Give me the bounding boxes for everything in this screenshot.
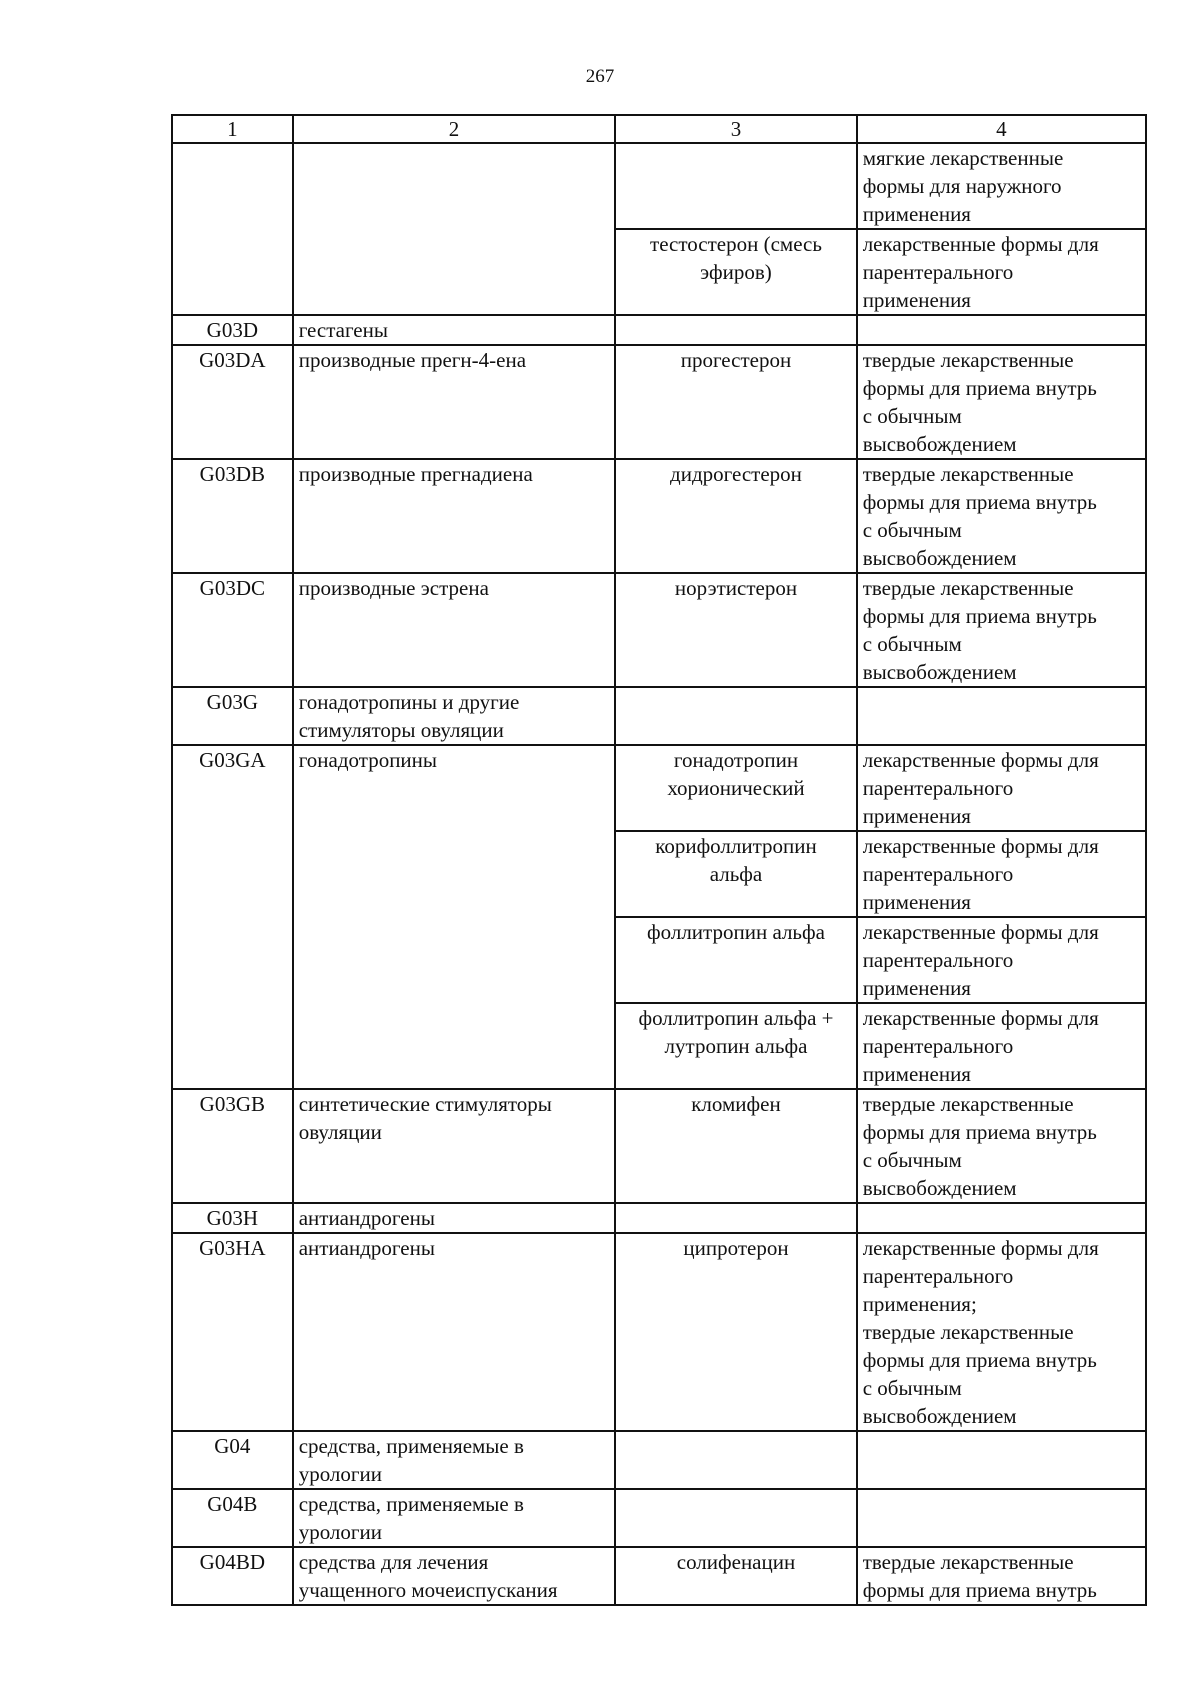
drug-cell: прогестерон — [615, 345, 856, 459]
code-cell: G03DA — [172, 345, 293, 459]
table-row — [172, 1547, 1146, 1605]
table-row — [172, 687, 1146, 745]
form-cell — [857, 1203, 1146, 1233]
form-cell — [857, 1431, 1146, 1489]
table-row — [172, 1089, 1146, 1203]
table-row — [172, 1431, 1146, 1489]
code-cell: G03G — [172, 687, 293, 745]
code-cell: G03H — [172, 1203, 293, 1233]
drug-cell — [615, 687, 856, 745]
header-col-2: 2 — [293, 115, 616, 143]
form-cell — [857, 687, 1146, 745]
form-cell: лекарственные формы для парентерального применения; твердые лекарственные формы для приема внутрь с обычным высвобождением — [857, 1233, 1146, 1431]
table-row — [172, 1233, 1146, 1431]
drug-cell: солифенацин — [615, 1547, 856, 1605]
header-col-1: 1 — [172, 115, 293, 143]
table-row — [172, 143, 1146, 229]
form-cell: лекарственные формы для парентерального применения — [857, 831, 1146, 917]
group-name-cell: средства, применяемые в урологии — [293, 1431, 616, 1489]
group-name-cell: антиандрогены — [293, 1203, 616, 1233]
drug-cell: корифоллитропин альфа — [615, 831, 856, 917]
code-cell — [172, 143, 293, 315]
page-number: 267 — [585, 66, 615, 87]
drug-cell — [615, 1203, 856, 1233]
drug-cell — [615, 1431, 856, 1489]
header-row — [172, 115, 1146, 143]
table-row — [172, 459, 1146, 573]
drug-cell: тестостерон (смесь эфиров) — [615, 229, 856, 315]
drug-cell: дидрогестерон — [615, 459, 856, 573]
table-row — [172, 1489, 1146, 1547]
form-cell — [857, 315, 1146, 345]
group-name-cell: средства, применяемые в урологии — [293, 1489, 616, 1547]
form-cell: твердые лекарственные формы для приема внутрь с обычным высвобождением — [857, 459, 1146, 573]
code-cell: G03GB — [172, 1089, 293, 1203]
drug-cell: фоллитропин альфа — [615, 917, 856, 1003]
form-cell: твердые лекарственные формы для приема внутрь с обычным высвобождением — [857, 1089, 1146, 1203]
drug-cell: гонадотропин хорионический — [615, 745, 856, 831]
table-row — [172, 1203, 1146, 1233]
group-name-cell: производные прегнадиена — [293, 459, 616, 573]
group-name-cell: гонадотропины и другие стимуляторы овуляции — [293, 687, 616, 745]
form-cell: твердые лекарственные формы для приема внутрь с обычным высвобождением — [857, 573, 1146, 687]
form-cell: мягкие лекарственные формы для наружного применения — [857, 143, 1146, 229]
code-cell: G04B — [172, 1489, 293, 1547]
group-name-cell: антиандрогены — [293, 1233, 616, 1431]
code-cell: G03DB — [172, 459, 293, 573]
drug-cell: норэтистерон — [615, 573, 856, 687]
form-cell: твердые лекарственные формы для приема внутрь с обычным высвобождением — [857, 345, 1146, 459]
group-name-cell — [293, 143, 616, 315]
drug-cell — [615, 1489, 856, 1547]
drug-cell: кломифен — [615, 1089, 856, 1203]
form-cell: лекарственные формы для парентерального применения — [857, 917, 1146, 1003]
group-name-cell: синтетические стимуляторы овуляции — [293, 1089, 616, 1203]
code-cell: G03GA — [172, 745, 293, 1089]
drug-cell: ципротерон — [615, 1233, 856, 1431]
drug-cell — [615, 315, 856, 345]
table-row — [172, 345, 1146, 459]
code-cell: G03DC — [172, 573, 293, 687]
form-cell: лекарственные формы для парентерального применения — [857, 745, 1146, 831]
group-name-cell: гонадотропины — [293, 745, 616, 1089]
table-row — [172, 745, 1146, 831]
form-cell: лекарственные формы для парентерального применения — [857, 1003, 1146, 1089]
table-row — [172, 315, 1146, 345]
header-col-4: 4 — [857, 115, 1146, 143]
code-cell: G04 — [172, 1431, 293, 1489]
header-col-3: 3 — [615, 115, 856, 143]
group-name-cell: производные прегн-4-ена — [293, 345, 616, 459]
drug-cell: фоллитропин альфа + лутропин альфа — [615, 1003, 856, 1089]
drug-cell — [615, 143, 856, 229]
form-cell: твердые лекарственные формы для приема внутрь — [857, 1547, 1146, 1605]
code-cell: G04BD — [172, 1547, 293, 1605]
code-cell: G03D — [172, 315, 293, 345]
form-cell — [857, 1489, 1146, 1547]
table-row — [172, 573, 1146, 687]
group-name-cell: средства для лечения учащенного мочеиспускания — [293, 1547, 616, 1605]
form-cell: лекарственные формы для парентерального применения — [857, 229, 1146, 315]
drug-table — [171, 114, 1147, 1606]
group-name-cell: производные эстрена — [293, 573, 616, 687]
code-cell: G03HA — [172, 1233, 293, 1431]
group-name-cell: гестагены — [293, 315, 616, 345]
